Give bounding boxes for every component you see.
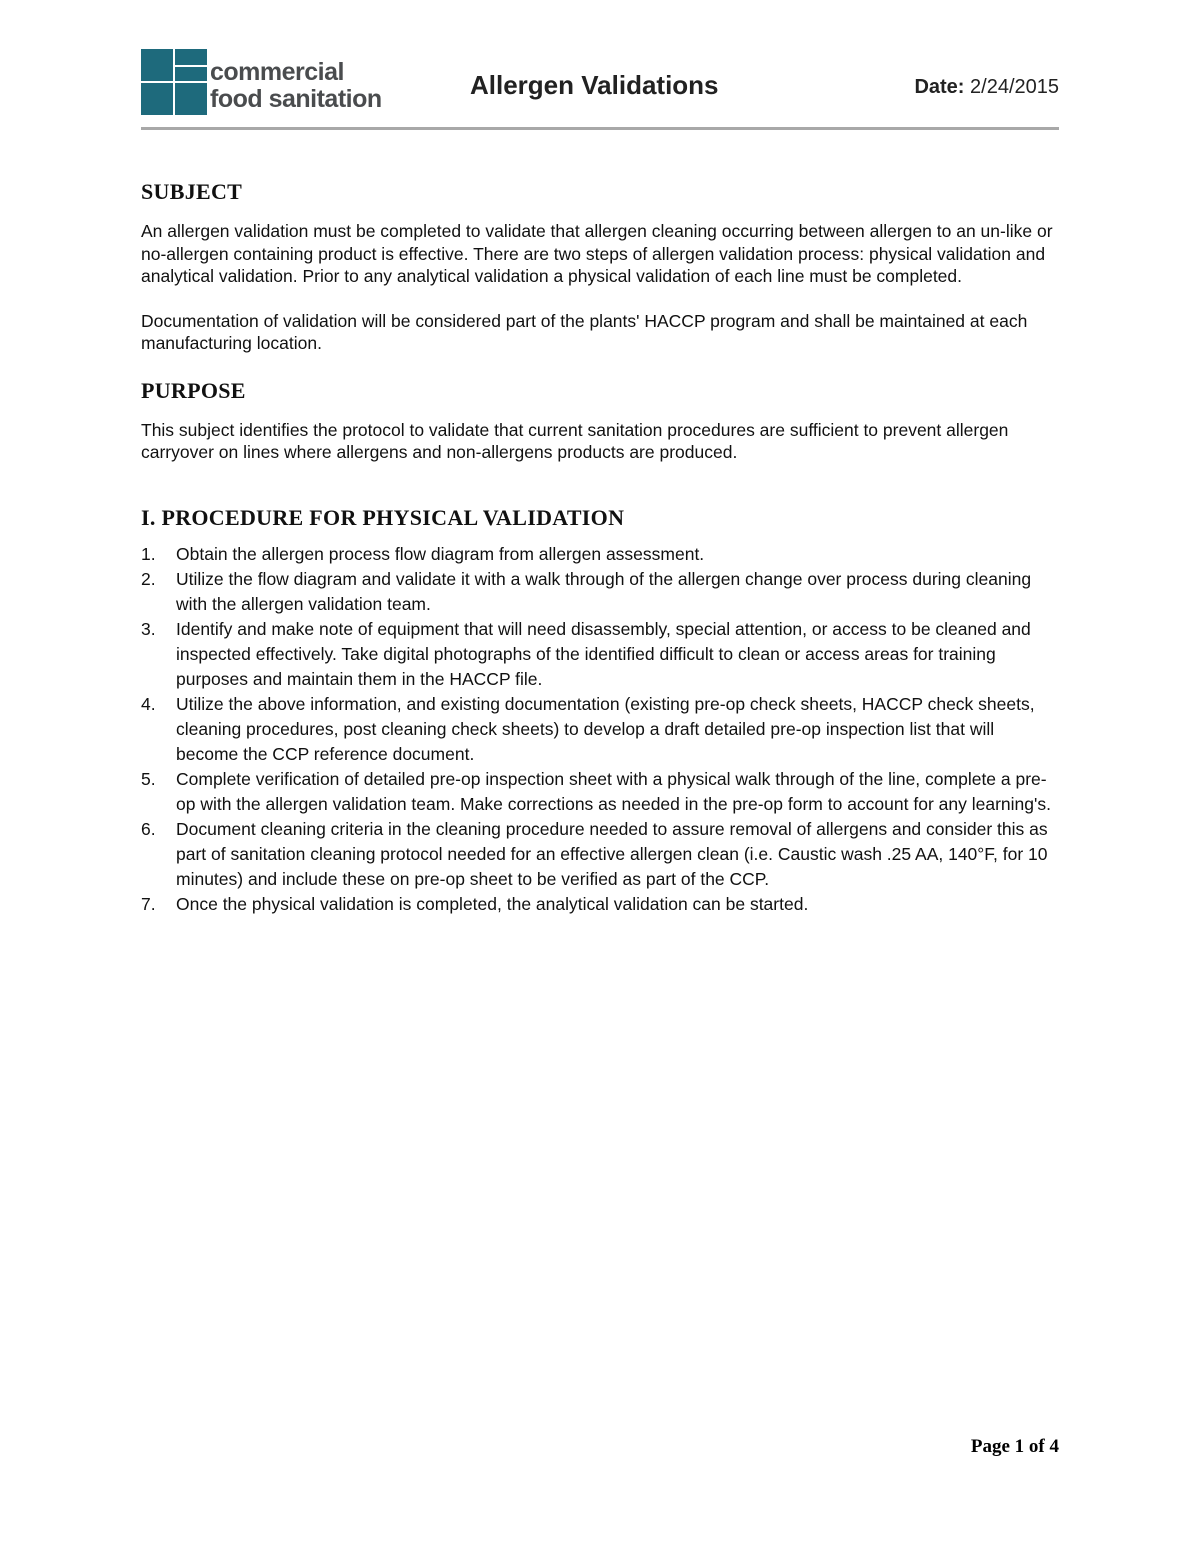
logo-text bbox=[210, 59, 382, 113]
purpose-section bbox=[141, 377, 1061, 464]
document-body bbox=[141, 178, 1061, 917]
document-title: Allergen Validations bbox=[470, 70, 719, 100]
page-number: Page 1 of 4 bbox=[970, 1436, 1059, 1457]
step-number: 2. bbox=[141, 568, 156, 589]
procedure-step bbox=[141, 692, 1061, 767]
step-number: 6. bbox=[141, 818, 156, 839]
procedure-section bbox=[141, 504, 1061, 917]
step-text: Utilize the above information, and existing documentation (existing pre-op check sheets, HACCP check sheets, cleaning procedures, post cleaning check sheets) to develop a draft detailed pre-op inspection list that will become the CCP reference document. bbox=[176, 693, 1035, 764]
step-number: 5. bbox=[141, 768, 156, 789]
page-header bbox=[141, 48, 1059, 116]
subject-heading: SUBJECT bbox=[141, 179, 243, 204]
company-logo bbox=[141, 48, 411, 116]
logo-line-1: commercial bbox=[210, 58, 344, 86]
step-text: Complete verification of detailed pre-op inspection sheet with a physical walk through of the line, complete a pre-op with the allergen validation team. Make corrections as needed in the pre-op form to account for any learning's. bbox=[176, 768, 1051, 814]
step-text: Once the physical validation is completed, the analytical validation can be started. bbox=[176, 893, 809, 914]
header-divider bbox=[141, 127, 1059, 130]
step-number: 4. bbox=[141, 693, 156, 714]
procedure-step bbox=[141, 892, 1061, 917]
purpose-paragraph: This subject identifies the protocol to validate that current sanitation procedures are sufficient to prevent allergen carryover on lines where allergens and non-allergens products are produced. bbox=[141, 419, 1009, 462]
step-text: Utilize the flow diagram and validate it with a walk through of the allergen change over process during cleaning with the allergen validation team. bbox=[176, 568, 1032, 614]
procedure-steps bbox=[141, 542, 1061, 917]
subject-paragraph-1: An allergen validation must be completed to validate that allergen cleaning occurring between allergen to an un-like or no-allergen containing product is effective. There are two steps of allergen validation process: physical validation and analytical validation. Prior to any analytical validation a physical validation of each line must be completed. bbox=[141, 221, 1053, 286]
document-date bbox=[914, 76, 1059, 99]
logo-line-2: food sanitation bbox=[210, 85, 382, 113]
step-number: 3. bbox=[141, 618, 156, 639]
procedure-step bbox=[141, 542, 1061, 567]
logo-squares-icon bbox=[141, 49, 207, 115]
subject-paragraph-2: Documentation of validation will be considered part of the plants' HACCP program and shall be maintained at each manufacturing location. bbox=[141, 310, 1028, 353]
procedure-step bbox=[141, 767, 1061, 817]
purpose-heading: PURPOSE bbox=[141, 377, 246, 403]
procedure-step bbox=[141, 617, 1061, 692]
step-text: Identify and make note of equipment that will need disassembly, special attention, or access to be cleaned and inspected effectively. Take digital photographs of the identified difficult to clean or access areas for training purposes and maintain them in the HACCP file. bbox=[176, 618, 1031, 689]
step-number: 7. bbox=[141, 893, 156, 914]
subject-section bbox=[141, 178, 1061, 355]
step-text: Document cleaning criteria in the cleaning procedure needed to assure removal of allergens and consider this as part of sanitation cleaning protocol needed for an effective allergen clean (i.e. Caustic wash .25 AA, 140°F, for 10 minutes) and include these on pre-op sheet to be verified as part of the CCP. bbox=[176, 818, 1048, 889]
step-text: Obtain the allergen process flow diagram from allergen assessment. bbox=[176, 543, 705, 564]
procedure-step bbox=[141, 567, 1061, 617]
date-label: Date: bbox=[914, 76, 965, 98]
date-value: 2/24/2015 bbox=[970, 76, 1059, 98]
procedure-heading: I. PROCEDURE FOR PHYSICAL VALIDATION bbox=[141, 504, 625, 530]
procedure-step bbox=[141, 817, 1061, 892]
step-number: 1. bbox=[141, 543, 156, 564]
